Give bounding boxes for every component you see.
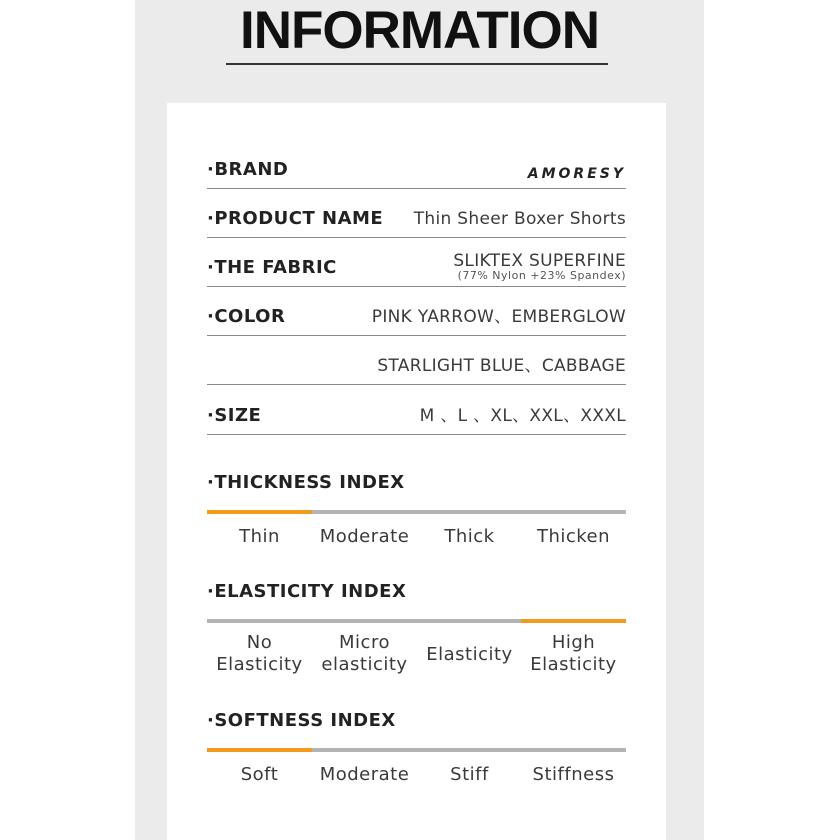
detail-value: Thin Sheer Boxer Shorts (413, 209, 626, 229)
softness-index-indicator (207, 748, 312, 752)
detail-label: ·COLOR (207, 306, 286, 327)
index-option: Moderate (319, 526, 410, 547)
detail-row-size (207, 385, 626, 435)
detail-row-product-name (207, 188, 626, 238)
index-option: Stiffness (532, 764, 615, 785)
fabric-name: SLIKTEX SUPERFINE (453, 250, 626, 271)
index-option: Moderate (319, 764, 410, 785)
thickness-index-options (207, 526, 626, 576)
brand-logo: AMORESY (527, 166, 626, 182)
detail-label: ·BRAND (207, 159, 289, 180)
detail-row-brand (207, 139, 626, 189)
index-option: Stiff (450, 764, 489, 785)
index-option: Thicken (536, 526, 611, 547)
index-option: Thick (444, 526, 495, 547)
detail-value: PINK YARROW、EMBERGLOW (371, 307, 626, 327)
page-title: INFORMATION (240, 1, 599, 60)
detail-row-fabric (207, 237, 626, 287)
detail-label: ·THE FABRIC (207, 257, 337, 278)
thickness-index-bar (207, 510, 626, 514)
thickness-index-title: ·THICKNESS INDEX (207, 472, 405, 493)
elasticity-index-options (207, 632, 626, 682)
elasticity-index-indicator (521, 619, 626, 623)
detail-value: STARLIGHT BLUE、CABBAGE (377, 356, 626, 376)
index-option: No Elasticity (216, 632, 303, 675)
softness-index-title: ·SOFTNESS INDEX (207, 710, 396, 731)
index-option: Micro elasticity (321, 632, 408, 675)
index-option: Elasticity (426, 644, 513, 665)
detail-value (453, 250, 626, 283)
detail-value: M 、L 、XL、XXL、XXXL (419, 406, 626, 426)
elasticity-index-title: ·ELASTICITY INDEX (207, 581, 407, 602)
detail-label: ·SIZE (207, 405, 262, 426)
elasticity-index-bar (207, 619, 626, 623)
title-underline (226, 63, 608, 65)
detail-label: ·PRODUCT NAME (207, 208, 384, 229)
detail-row-color (207, 286, 626, 336)
index-option: Soft (240, 764, 279, 785)
fabric-composition: (77% Nylon +23% Spandex) (457, 269, 626, 283)
index-option: High Elasticity (530, 632, 617, 675)
softness-index-bar (207, 748, 626, 752)
index-option: Thin (239, 526, 280, 547)
detail-row-color-continued (207, 335, 626, 385)
softness-index-options (207, 764, 626, 814)
thickness-index-indicator (207, 510, 312, 514)
